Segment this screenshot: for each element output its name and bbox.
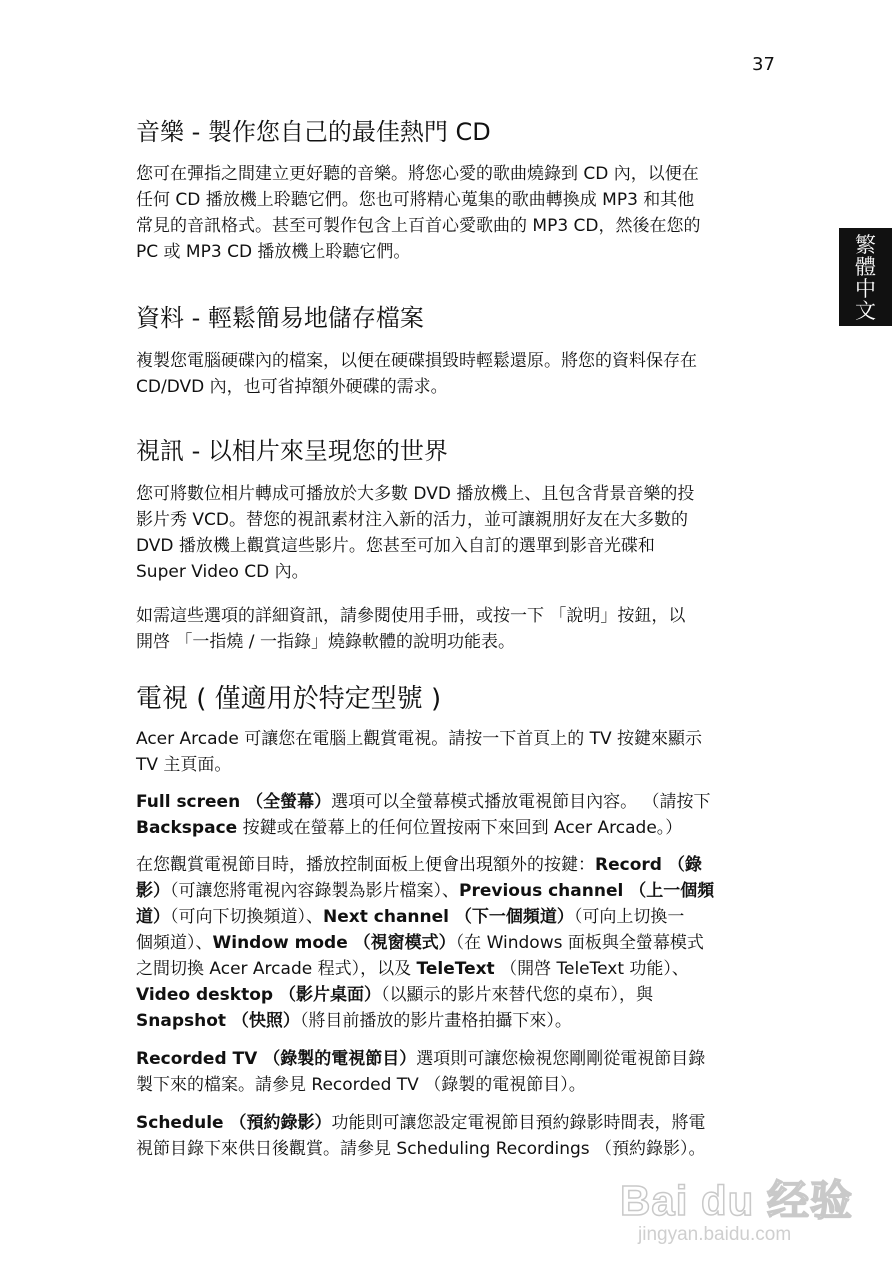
text-line: Acer Arcade 可讓您在電腦上觀賞電視。請按一下首頁上的 TV 按鍵來顯示 [136, 729, 703, 749]
text-line: Super Video CD 內。 [136, 562, 309, 582]
page-number: 37 [752, 54, 775, 75]
bold-term: Snapshot （快照） [136, 1011, 300, 1031]
text-run: 選項則可讓您檢視您剛剛從電視節目錄 [416, 1049, 706, 1069]
text-run: （將目前播放的影片畫格拍攝下來）。 [299, 1011, 572, 1031]
text-line: TV 主頁面。 [136, 755, 232, 775]
text-line: 常見的音訊格式。甚至可製作包含上百首心愛歌曲的 MP3 CD，然後在您的 [136, 216, 701, 236]
language-side-tab [839, 228, 892, 326]
bold-term: Previous channel （上一個頻 [459, 881, 715, 901]
text-line: 任何 CD 播放機上聆聽它們。您也可將精心蒐集的歌曲轉換成 MP3 和其他 [136, 190, 695, 210]
text-run: （以顯示的影片來替代您的桌布），與 [381, 985, 653, 1005]
schedule-paragraph [136, 1110, 776, 1162]
data-heading: 資料 - 輕鬆簡易地儲存檔案 [136, 304, 424, 332]
help-paragraph [136, 603, 776, 655]
text-line: 影片秀 VCD。替您的視訊素材注入新的活力，並可讓親朋好友在大多數的 [136, 510, 688, 530]
bold-term: Backspace [136, 818, 238, 838]
side-tab-char: 體 [855, 255, 876, 279]
text-line: PC 或 MP3 CD 播放機上聆聽它們。 [136, 242, 411, 262]
bold-term: Record （錄 [595, 855, 702, 875]
bold-term: 影） [136, 881, 170, 901]
bold-term: 道） [136, 907, 170, 927]
tv-heading: 電視 ( 僅適用於特定型號 ) [136, 684, 442, 714]
watermark-logo: Bai du 经验 [620, 1177, 854, 1224]
side-tab-char: 中 [855, 277, 876, 301]
text-line: 您可在彈指之間建立更好聽的音樂。將您心愛的歌曲燒錄到 CD 內，以便在 [136, 164, 699, 184]
text-line: 複製您電腦硬碟內的檔案，以便在硬碟損毀時輕鬆還原。將您的資料保存在 [136, 351, 697, 371]
text-run: 之間切換 Acer Arcade 程式），以及 [136, 959, 417, 979]
side-tab-char: 繁 [855, 233, 876, 257]
text-run: 個頻道）、 [136, 933, 213, 953]
video-heading: 視訊 - 以相片來呈現您的世界 [136, 437, 448, 465]
baidu-watermark [608, 1162, 854, 1272]
text-run: （開啓 TeleText 功能）、 [494, 959, 689, 979]
recorded-tv-paragraph [136, 1046, 776, 1098]
bold-term: Video desktop （影片桌面） [136, 985, 381, 1005]
text-line: 如需這些選項的詳細資訊，請參閱使用手冊，或按一下 「說明」按鈕，以 [136, 606, 686, 626]
bold-term: Schedule （預約錄影） [136, 1113, 332, 1133]
text-run: 功能則可讓您設定電視節目預約錄影時間表，將電 [331, 1113, 706, 1133]
side-tab-char: 文 [855, 299, 876, 323]
data-paragraph [136, 348, 776, 400]
text-run: 在您觀賞電視節目時，播放控制面板上便會出現額外的按鍵： [136, 855, 595, 875]
text-run: 按鍵或在螢幕上的任何位置按兩下來回到 Acer Arcade。） [237, 818, 683, 838]
text-run: 視節目錄下來供日後觀賞。請參見 Scheduling Recordings （預約錄影）。 [136, 1139, 706, 1159]
music-paragraph [136, 161, 776, 265]
text-run: 製下來的檔案。請參見 Recorded TV （錄製的電視節目）。 [136, 1075, 586, 1095]
text-run: 選項可以全螢幕模式播放電視節目內容。 （請按下 [331, 792, 711, 812]
bold-term: Window mode （視窗模式） [212, 933, 456, 953]
text-line: DVD 播放機上觀賞這些影片。您甚至可加入自訂的選單到影音光碟和 [136, 536, 655, 556]
watermark-url: jingyan.baidu.com [638, 1224, 792, 1245]
text-run: （可向上切換一 [573, 907, 685, 927]
bold-term: Next channel （下一個頻道） [323, 907, 574, 927]
text-line: 開啓 「一指燒 / 一指錄」燒錄軟體的說明功能表。 [136, 632, 515, 652]
music-heading: 音樂 - 製作您自己的最佳熱門 CD [136, 118, 491, 146]
video-paragraph [136, 481, 776, 585]
controls-paragraph [136, 852, 776, 1034]
fullscreen-paragraph [136, 789, 776, 841]
bold-term: Recorded TV （錄製的電視節目） [136, 1049, 417, 1069]
text-line: 您可將數位相片轉成可播放於大多數 DVD 播放機上、且包含背景音樂的投 [136, 484, 695, 504]
bold-term: TeleText [416, 959, 495, 979]
text-line: CD/DVD 內，也可省掉額外硬碟的需求。 [136, 377, 448, 397]
tv-paragraph [136, 726, 776, 778]
bold-term: Full screen （全螢幕） [136, 792, 332, 812]
text-run: （在 Windows 面板與全螢幕模式 [455, 933, 704, 953]
text-run: （可讓您將電視內容錄製為影片檔案）、 [170, 881, 459, 901]
text-run: （可向下切換頻道）、 [170, 907, 323, 927]
